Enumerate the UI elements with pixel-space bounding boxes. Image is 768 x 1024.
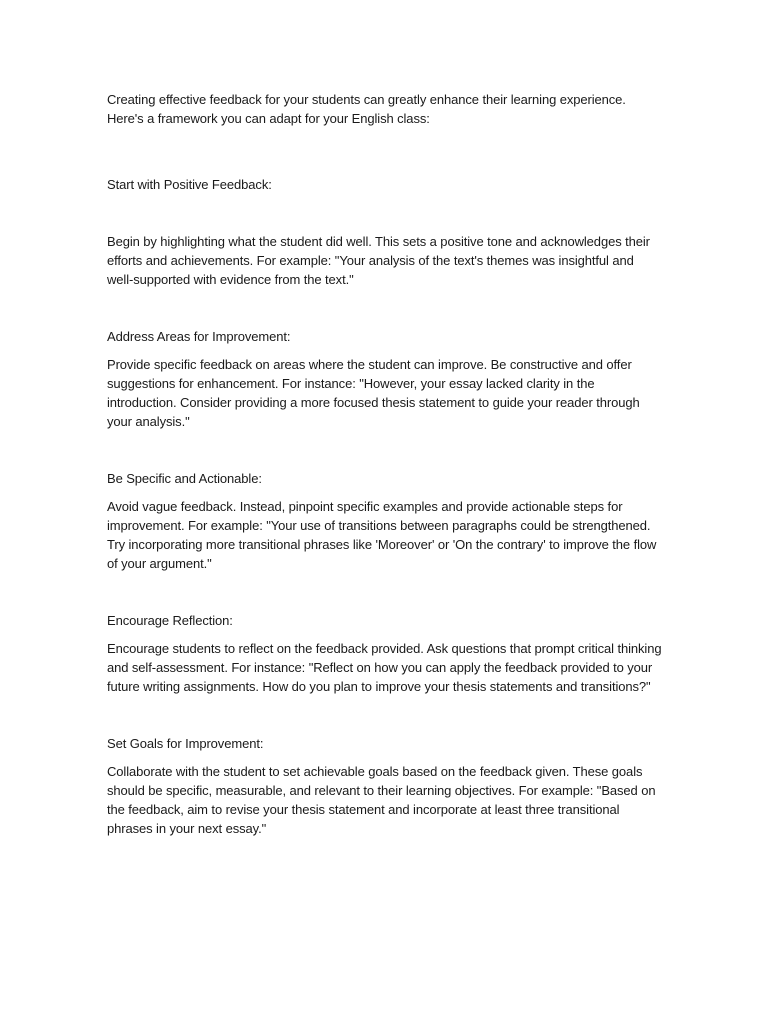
section-heading-areas-for-improvement: Address Areas for Improvement:	[107, 329, 291, 344]
intro-paragraph: Creating effective feedback for your students can greatly enhance their learning experience. Here's a framework you can adapt for your English class:	[107, 92, 626, 126]
section-heading-positive-feedback: Start with Positive Feedback:	[107, 177, 272, 192]
document-page	[107, 90, 663, 876]
section-body-areas-for-improvement: Provide specific feedback on areas where the student can improve. Be constructive and offer suggestions for enhancement. For instance: "However, your essay lacked clarity in the introduction. Consider providing a more focused thesis statement to guide your reader through your analysis."	[107, 357, 640, 429]
section-heading-encourage-reflection: Encourage Reflection:	[107, 613, 233, 628]
section-heading-specific-actionable: Be Specific and Actionable:	[107, 471, 262, 486]
section-heading-set-goals: Set Goals for Improvement:	[107, 736, 264, 751]
section-body-encourage-reflection: Encourage students to reflect on the feedback provided. Ask questions that prompt critical thinking and self-assessment. For instance: "Reflect on how you can apply the feedback provided to your future writing assignments. How do you plan to improve your thesis statements and transitions?"	[107, 641, 662, 694]
section-body-specific-actionable: Avoid vague feedback. Instead, pinpoint specific examples and provide actionable steps for improvement. For example: "Your use of transitions between paragraphs could be strengthened. Try incorporating more transitional phrases like 'Moreover' or 'On the contrary' to improve the flow of your argument."	[107, 499, 657, 571]
section-body-set-goals: Collaborate with the student to set achievable goals based on the feedback given. These goals should be specific, measurable, and relevant to their learning objectives. For example: "Based on the feedback, aim to revise your thesis statement and incorporate at least three transitional phrases in your next essay."	[107, 764, 656, 836]
section-body-positive-feedback: Begin by highlighting what the student did well. This sets a positive tone and acknowledges their efforts and achievements. For example: "Your analysis of the text's themes was insightful and well-supported with evidence from the text."	[107, 234, 650, 287]
